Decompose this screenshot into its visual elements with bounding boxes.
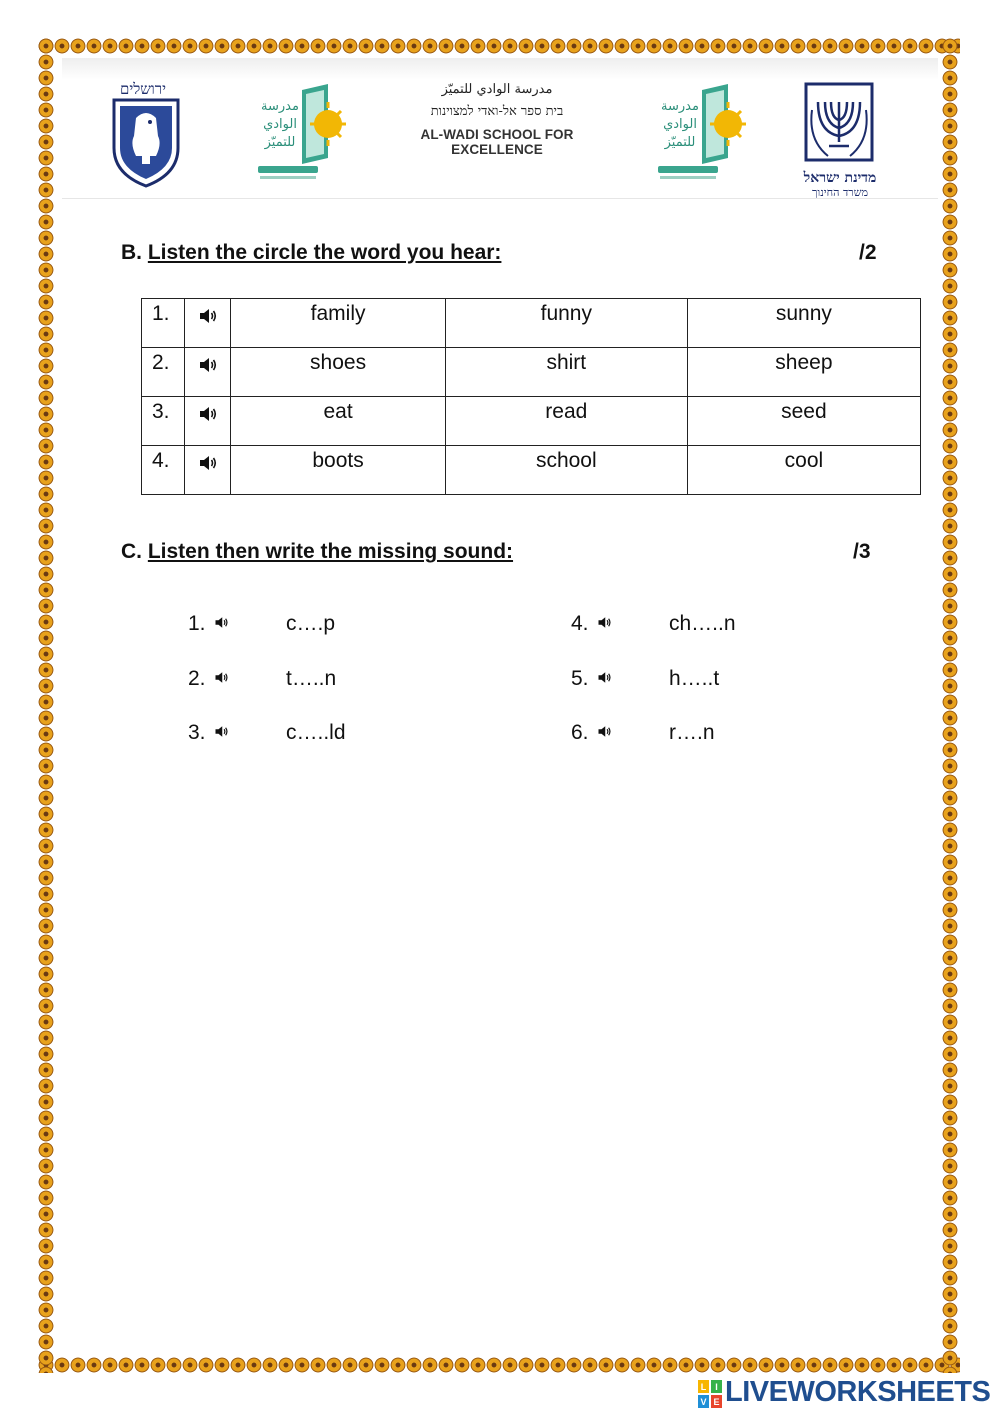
item-number: 1. — [188, 612, 206, 635]
section-c-letter: C. — [121, 540, 142, 563]
table-row — [142, 348, 921, 397]
word-choice[interactable]: school — [445, 446, 687, 495]
ministry-label: משרד החינוך — [811, 186, 868, 199]
missing-sound-item — [188, 721, 346, 745]
section-b-heading — [121, 241, 501, 265]
word-pattern[interactable]: t…..n — [286, 666, 337, 690]
speaker-icon[interactable] — [198, 355, 218, 381]
sunflower-border-bottom — [38, 1357, 960, 1373]
row-number: 4. — [142, 446, 185, 495]
speaker-icon[interactable] — [214, 612, 229, 636]
missing-sound-item — [188, 666, 337, 691]
worksheet-header — [62, 58, 938, 199]
school-name-block — [382, 82, 612, 157]
section-c-heading — [121, 540, 513, 564]
word-pattern[interactable]: h…..t — [669, 666, 720, 690]
word-choice[interactable]: read — [445, 397, 687, 446]
word-choice[interactable]: family — [231, 299, 445, 348]
audio-cell — [184, 299, 231, 348]
word-choice-table — [141, 298, 921, 495]
section-c-title: Listen then write the missing sound: — [147, 540, 514, 563]
section-b-title: Listen the circle the word you hear: — [147, 241, 502, 264]
sunflower-border-top — [38, 38, 960, 54]
missing-sound-item — [188, 612, 336, 636]
svg-text:L: L — [700, 1382, 707, 1392]
speaker-icon[interactable] — [214, 667, 229, 691]
svg-text:I: I — [715, 1382, 718, 1392]
section-b-letter: B. — [121, 241, 142, 264]
word-choice[interactable]: eat — [231, 397, 445, 446]
svg-text:للتميّز: للتميّز — [264, 135, 296, 150]
audio-cell — [184, 397, 231, 446]
speaker-icon[interactable] — [597, 612, 612, 636]
word-choice[interactable]: boots — [231, 446, 445, 495]
svg-text:مدرسة: مدرسة — [261, 99, 299, 114]
state-label: מדינת ישראל — [803, 170, 877, 186]
table-row — [142, 299, 921, 348]
speaker-icon[interactable] — [198, 306, 218, 332]
item-number: 3. — [188, 721, 206, 744]
row-number: 1. — [142, 299, 185, 348]
school-logo-icon — [250, 80, 350, 184]
svg-text:V: V — [700, 1397, 707, 1407]
item-number: 2. — [188, 666, 206, 690]
word-pattern[interactable]: r….n — [669, 721, 715, 744]
speaker-icon[interactable] — [214, 721, 229, 745]
svg-text:E: E — [713, 1397, 720, 1407]
audio-cell — [184, 348, 231, 397]
word-choice[interactable]: funny — [445, 299, 687, 348]
missing-sound-item — [571, 666, 720, 691]
item-number: 5. — [571, 666, 589, 690]
liveworksheets-logo-icon — [698, 1378, 724, 1410]
svg-text:للتميّز: للتميّز — [664, 135, 696, 150]
word-choice[interactable]: sunny — [687, 299, 920, 348]
row-number: 3. — [142, 397, 185, 446]
state-emblem-icon — [802, 80, 876, 174]
item-number: 6. — [571, 721, 589, 744]
missing-sound-item — [571, 721, 715, 745]
row-number: 2. — [142, 348, 185, 397]
school-logo-icon — [650, 80, 750, 184]
word-pattern[interactable]: c….p — [286, 612, 336, 635]
speaker-icon[interactable] — [597, 667, 612, 691]
audio-cell — [184, 446, 231, 495]
school-name-english: AL-WADI SCHOOL FOR EXCELLENCE — [420, 127, 574, 157]
jerusalem-label: ירושלים — [119, 80, 167, 98]
svg-text:مدرسة: مدرسة — [661, 99, 699, 114]
word-pattern[interactable]: c…..ld — [286, 721, 346, 744]
section-b-score: /2 — [859, 241, 877, 264]
table-row — [142, 397, 921, 446]
word-choice[interactable]: sheep — [687, 348, 920, 397]
speaker-icon[interactable] — [597, 721, 612, 745]
word-choice[interactable]: shirt — [445, 348, 687, 397]
svg-text:الوادي: الوادي — [263, 117, 297, 132]
school-name-arabic: مدرسة الوادي للتميّز — [441, 82, 553, 97]
word-pattern[interactable]: ch…..n — [669, 612, 736, 635]
missing-sound-item — [571, 612, 736, 636]
school-name-hebrew: בית ספר אל-ואדי למצוינות — [430, 104, 564, 119]
svg-text:الوادي: الوادي — [663, 117, 697, 132]
table-row — [142, 446, 921, 495]
liveworksheets-brand: LIVEWORKSHEETS — [725, 1376, 991, 1408]
section-c-score: /3 — [853, 540, 871, 563]
speaker-icon[interactable] — [198, 453, 218, 479]
word-choice[interactable]: seed — [687, 397, 920, 446]
speaker-icon[interactable] — [198, 404, 218, 430]
item-number: 4. — [571, 612, 589, 635]
word-choice[interactable]: cool — [687, 446, 920, 495]
sunflower-border-right — [942, 38, 958, 1373]
word-choice[interactable]: shoes — [231, 348, 445, 397]
sunflower-border-left — [38, 38, 54, 1373]
